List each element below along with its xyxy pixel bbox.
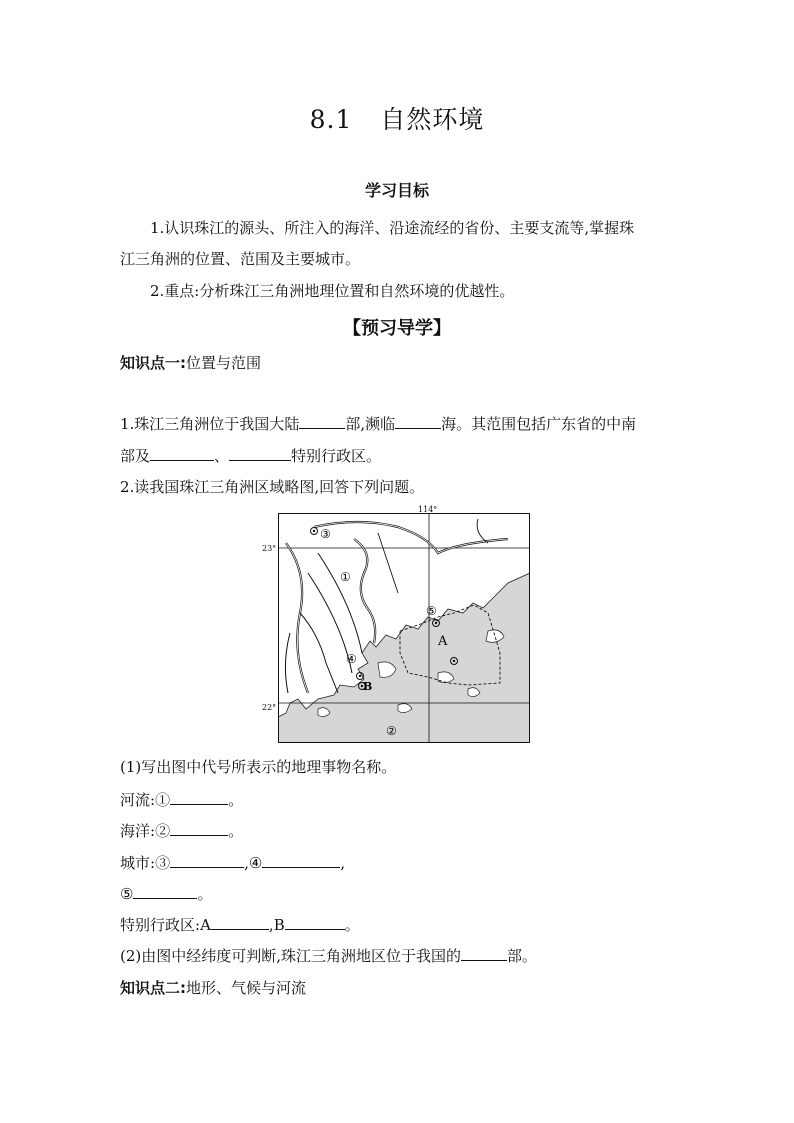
q1-text-e: 、	[214, 447, 230, 465]
ocean-number: ②	[155, 822, 171, 840]
q1-text-a: 1.珠江三角洲位于我国大陆	[120, 415, 300, 433]
ocean-label: 海洋:	[120, 822, 156, 840]
city5-end: 。	[197, 885, 213, 903]
sar-a-label: A	[200, 916, 211, 934]
answer-blank-city-4[interactable]	[262, 852, 340, 868]
marker-3: ③	[320, 527, 331, 541]
ocean-end: 。	[228, 822, 244, 840]
q1-text-f: 特别行政区。	[291, 447, 382, 465]
q1-text-d: 部及	[120, 447, 151, 465]
answer-blank-city-3[interactable]	[170, 852, 244, 868]
question-1-line1	[120, 413, 636, 434]
latitude-22-label: 22°	[262, 703, 277, 712]
ocean-answer-line	[120, 820, 243, 841]
section-number: 8.1	[309, 105, 353, 134]
section-title: 自然环境	[380, 105, 485, 134]
question-2: 2.读我国珠江三角洲区域略图,回答下列问题。	[120, 478, 425, 496]
map-svg	[278, 513, 530, 743]
answer-blank-city-5[interactable]	[133, 883, 197, 899]
sar-separator: ,	[268, 916, 274, 934]
objective-1-line1: 1.认识珠江的源头、所注入的海洋、沿途流经的省份、主要支流等,掌握珠	[150, 219, 635, 237]
latitude-23-label: 23°	[262, 544, 277, 553]
objectives-heading: 学习目标	[364, 181, 429, 200]
answer-blank-sar-b[interactable]	[285, 914, 345, 930]
sub-question-1: (1)写出图中代号所表示的地理事物名称。	[120, 758, 397, 776]
marker-5: ⑤	[426, 604, 437, 618]
q1-text-b: 部,濒临	[345, 415, 396, 433]
sar-label: 特别行政区:	[120, 916, 201, 934]
answer-blank-river[interactable]	[170, 789, 228, 805]
sar-b-label: B	[273, 916, 285, 934]
kp2-label: 知识点二:	[120, 979, 186, 997]
answer-blank-direction[interactable]	[299, 413, 345, 429]
marker-2: ②	[386, 724, 397, 738]
objective-2: 2.重点:分析珠江三角洲地理位置和自然环境的优越性。	[150, 282, 515, 300]
answer-blank-sar-1[interactable]	[150, 445, 214, 461]
region-b-label: B	[363, 680, 373, 693]
river-end: 。	[228, 791, 244, 809]
sar-answer-line	[120, 914, 360, 935]
city-answer-line	[120, 852, 345, 873]
kp1-title: 位置与范围	[186, 354, 262, 372]
kp1-label: 知识点一:	[120, 354, 186, 372]
answer-blank-ocean[interactable]	[170, 820, 228, 836]
sar-end: 。	[344, 916, 360, 934]
page-title	[0, 100, 794, 136]
sub-question-2	[120, 945, 537, 966]
sub2-end: 部。	[507, 947, 538, 965]
marker-1: ①	[340, 570, 351, 584]
marker-4: ④	[346, 652, 357, 666]
objective-1-line2: 江三角洲的位置、范围及主要城市。	[120, 250, 361, 268]
longitude-114-label: 114°	[418, 505, 438, 514]
knowledge-point-2	[120, 977, 306, 998]
city5-answer-line	[120, 883, 212, 904]
preview-heading: 【预习导学】	[343, 318, 451, 339]
city-separator: ,	[244, 854, 249, 872]
question-1-line2	[120, 445, 381, 466]
river-answer-line	[120, 789, 243, 810]
city-number-4: ④	[248, 854, 263, 872]
answer-blank-sea[interactable]	[395, 413, 441, 429]
region-a-label: A	[438, 634, 448, 649]
knowledge-point-1	[120, 352, 261, 373]
river-label: 河流:	[120, 791, 156, 809]
q1-text-c: 海。其范围包括广东省的中南	[441, 415, 637, 433]
pearl-river-delta-map	[278, 513, 530, 743]
city-end: ,	[340, 854, 346, 872]
city-number-5: ⑤	[120, 885, 134, 903]
river-number: ①	[155, 791, 171, 809]
kp2-title: 地形、气候与河流	[186, 979, 307, 997]
city-number-3: ③	[155, 854, 171, 872]
answer-blank-region-direction[interactable]	[461, 945, 507, 961]
sub2-text: (2)由图中经纬度可判断,珠江三角洲地区位于我国的	[120, 947, 462, 965]
answer-blank-sar-2[interactable]	[229, 445, 291, 461]
answer-blank-sar-a[interactable]	[211, 914, 269, 930]
city-label: 城市:	[120, 854, 156, 872]
